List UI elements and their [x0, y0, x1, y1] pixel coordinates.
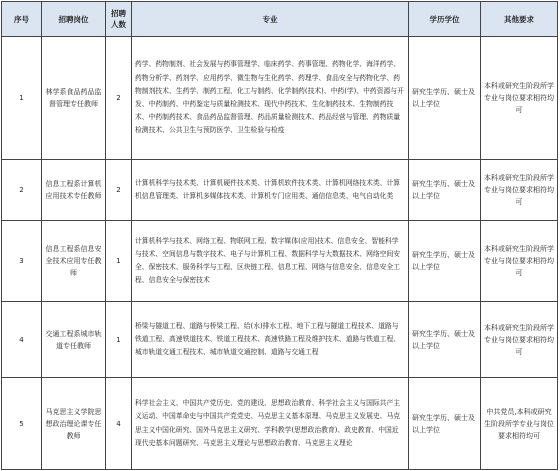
row-position: 交通工程系城市轨道专任教师 [42, 302, 106, 378]
header-other: 其他要求 [481, 2, 558, 37]
row-other: 本科或研究生阶段所学专业与岗位要求相符均可 [481, 221, 558, 302]
row-degree: 研究生学历、硕士及以上学位 [409, 160, 481, 221]
row-major: 计算机科学与技术类、计算机硬件技术类、计算机软件技术类、计算机网络技术类、计算机信息管理类、计算机多媒体技术类、计算机专门应用类、通信信息类、电气自动化类 [132, 160, 409, 221]
header-count: 招聘人数 [106, 2, 132, 37]
row-count: 1 [106, 302, 132, 378]
table-row [2, 302, 558, 378]
row-degree: 研究生学历、硕士及以上学位 [409, 302, 481, 378]
row-position: 林学系食品药品监督管理专任教师 [42, 37, 106, 160]
row-degree: 研究生学历、硕士及以上学位 [409, 37, 481, 160]
recruitment-table [1, 1, 558, 470]
row-degree: 研究生学历、硕士及以上学位 [409, 378, 481, 470]
table-row [2, 221, 558, 302]
header-major: 专业 [132, 2, 409, 37]
table-row [2, 37, 558, 160]
row-major: 计算机科学与技术、网络工程、物联网工程、数字媒体(应用)技术、信息安全、智能科学与技术、空间信息与数字技术、电子与计算机工程、数据科学与大数据技术、网络空间安全、保密技术、服务科学与工程、区块链工程、信息工程、网络与信息安全、信息安全工程、信息安全与保密技术 [132, 221, 409, 302]
row-other: 本科或研究生阶段所学专业与岗位要求相符均可 [481, 302, 558, 378]
row-position: 马克思主义学院思想政治理论课专任教师 [42, 378, 106, 470]
row-major: 桥梁与隧道工程、道路与桥梁工程、给(水)排水工程、地下工程与隧道工程技术、道路与铁道工程、高速铁道技术、铁道工程技术、高速铁路工程及维护技术、道路与铁道工程、城市轨道交通工程技术、城市轨道交通控制、道路与交通工程 [132, 302, 409, 378]
row-major: 科学社会主义、中国共产党历史、党的建设、思想政治教育、科学社会主义与国际共产主义运动、中国革命史与中国共产党党史、马克思主义基本原理、马克思主义发展史、马克思主义中国化研究、国外马克思主义研究、学科教学(思想政治教育)、政史教育、中国近现代史基本问题研究、马克思主义理论与思想政治教育、马克思主义理论 [132, 378, 409, 470]
row-count: 2 [106, 37, 132, 160]
row-count: 4 [106, 378, 132, 470]
row-other: 中共党员,本科或研究生阶段所学专业与岗位要求相符均可 [481, 378, 558, 470]
row-other: 本科或研究生阶段所学专业与岗位要求相符均可 [481, 160, 558, 221]
row-seq: 2 [2, 160, 42, 221]
header-row [2, 2, 558, 37]
row-other: 本科或研究生阶段所学专业与岗位要求相符均可 [481, 37, 558, 160]
table-row [2, 160, 558, 221]
row-seq: 5 [2, 378, 42, 470]
row-degree: 研究生学历、硕士及以上学位 [409, 221, 481, 302]
header-position: 招聘岗位 [42, 2, 106, 37]
row-major: 药学、药物制剂、社会发展与药事管理学、临床药学、药事管理、药物化学、海洋药学、药物分析学、药剂学、应用药学、微生物与生化药学、药理学、食品安全与药物化学、药物制剂技术、生药学、制药工程、化工与制药、化学制药(技术)、中药(学)、中药资源与开发、中药制药、中药鉴定与质量检测技术、现代中药技术、生化制药技术、生物制药技术、中药制药技术、食品药品监督管理、药品质量检测技术、药品经营与管理、药物质量检测技术、公共卫生与预防医学、卫生检验与检疫 [132, 37, 409, 160]
row-position: 信息工程系信息安全技术应用专任教师 [42, 221, 106, 302]
row-count: 1 [106, 221, 132, 302]
table-row [2, 378, 558, 470]
header-degree: 学历学位 [409, 2, 481, 37]
row-count: 2 [106, 160, 132, 221]
row-seq: 1 [2, 37, 42, 160]
row-seq: 3 [2, 221, 42, 302]
row-position: 信息工程系计算机应用技术专任教师 [42, 160, 106, 221]
header-seq: 序号 [2, 2, 42, 37]
row-seq: 4 [2, 302, 42, 378]
